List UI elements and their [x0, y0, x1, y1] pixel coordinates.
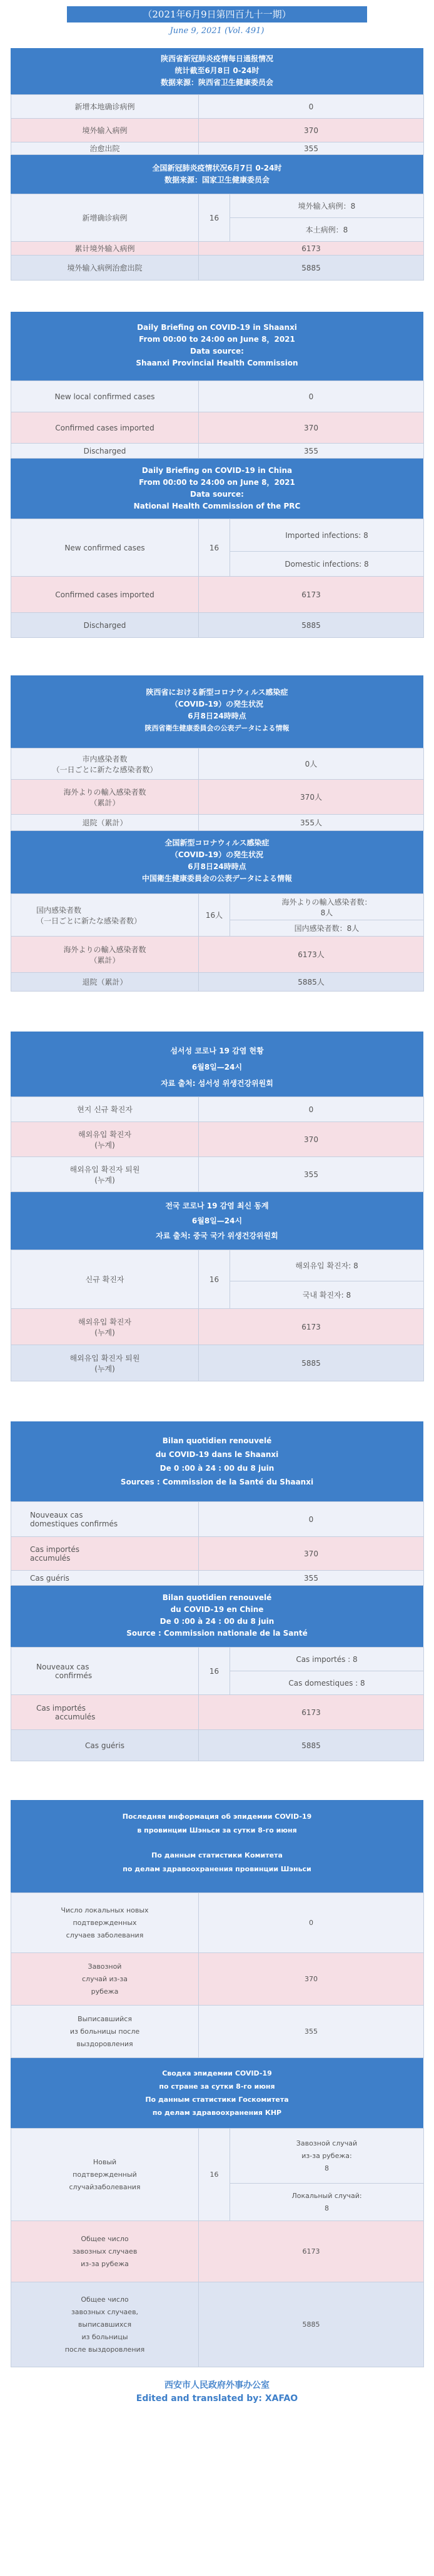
- label-line: 8人: [320, 908, 333, 917]
- table-row: [11, 1345, 424, 1381]
- new-cases-total: 16: [199, 519, 230, 577]
- label-line: Cas importés: [30, 1544, 80, 1554]
- table-row: [11, 2282, 424, 2367]
- row-label: 新增本地确诊病例: [11, 95, 199, 119]
- header-line: （COVID-19）の発生状況: [170, 850, 264, 859]
- header-line: Sources : Commission de la Santé du Shaanxi: [120, 1478, 314, 1486]
- header-line: （COVID-19）の発生状況: [170, 700, 264, 709]
- table-row: [11, 780, 424, 815]
- footer-org: 西安市人民政府外事办公室: [164, 2380, 270, 2390]
- header-line: Data source:: [190, 490, 244, 499]
- label-line: после выздоровления: [64, 2345, 145, 2354]
- row-label: 退院（累計）: [11, 973, 199, 992]
- header-line: 섬서성 코로나 19 감염 현황: [170, 1047, 264, 1055]
- label-line: 海外よりの輸入感染者数: [63, 787, 146, 797]
- header-line: 자료 출처: 섬서성 위생건강위원회: [161, 1079, 273, 1088]
- new-cases-total: 16: [199, 2129, 230, 2221]
- label-line: （累計）: [89, 955, 120, 965]
- header-line: Daily Briefing on COVID-19 in Shaanxi: [137, 323, 297, 332]
- ko-local-table: [11, 1097, 424, 1192]
- label-line: 8: [325, 2164, 329, 2172]
- header-line: [17, 1838, 417, 1849]
- zh-national-header: [11, 155, 423, 194]
- row-value: 5885: [199, 2282, 424, 2367]
- label-line: из-за рубежа:: [301, 2151, 352, 2160]
- domestic-cases: [230, 2184, 424, 2221]
- imported-cases: 境外输入病例：8: [230, 194, 424, 218]
- header-line: Последняя информация об эпидемии COVID-19: [122, 1813, 312, 1821]
- row-label: [11, 780, 199, 815]
- header-line: Data source:: [190, 347, 244, 356]
- label-line: из больницы: [81, 2332, 128, 2341]
- row-value: 0: [199, 381, 424, 412]
- header-line: 陕西省新冠肺炎疫情每日通报情况: [160, 54, 273, 63]
- fr-local-header: [11, 1421, 423, 1501]
- table-row: [11, 2129, 424, 2184]
- header-line: 全国新型コロナウィルス感染症: [164, 838, 270, 847]
- new-cases-label: [11, 894, 199, 937]
- label-line: случайзаболевания: [69, 2182, 141, 2191]
- table-row: [11, 613, 424, 638]
- row-value: 370: [199, 1953, 424, 2006]
- table-row: [11, 519, 424, 552]
- header-line: По данным статистики Комитета: [151, 1851, 283, 1859]
- ko-local-header: [11, 1032, 423, 1097]
- row-label: 현지 신규 확진자: [11, 1097, 199, 1122]
- new-cases-label: 新增确诊病例: [11, 194, 199, 242]
- header-line: 数据来源：国家卫生健康委员会: [164, 176, 270, 184]
- header-line: 中国衛生健康委員会の公表データによる情報: [141, 874, 292, 883]
- header-line: Source : Commission nationale de la Santé: [126, 1629, 308, 1638]
- label-line: Локальный случай:: [291, 2191, 362, 2200]
- table-row: [11, 242, 424, 256]
- table-row: [11, 1157, 424, 1192]
- row-label: [11, 1157, 199, 1192]
- row-label: [11, 1502, 199, 1537]
- label-line: accumulés: [55, 1712, 96, 1721]
- table-row: [11, 973, 424, 992]
- header-line: Bilan quotidien renouvelé: [162, 1593, 272, 1602]
- row-value: 355: [199, 1157, 424, 1192]
- header-line: 全国新冠肺炎疫情状况6月7日 0-24时: [152, 164, 282, 172]
- table-row: [11, 1893, 424, 1953]
- label-line: (누계): [94, 1140, 115, 1150]
- en-national-table: [11, 519, 424, 638]
- table-row: [11, 1730, 424, 1761]
- ja-local-header: [11, 675, 423, 748]
- label-line: выписавшихся: [78, 2320, 132, 2329]
- row-label: [11, 1309, 199, 1345]
- en-local-header: [11, 312, 423, 380]
- label-line: domestiques confirmés: [30, 1519, 118, 1528]
- row-value: 5885: [199, 613, 424, 638]
- label-line: Nouveaux cas: [30, 1510, 83, 1519]
- row-value: 355: [199, 1571, 424, 1586]
- ja-local-table: [11, 748, 424, 831]
- fr-section: [11, 1421, 423, 1761]
- row-value: 0: [199, 95, 424, 119]
- header-line: 统计截至6月8日 0-24时: [174, 66, 260, 75]
- row-label: 境外输入病例治愈出院: [11, 256, 199, 281]
- new-cases-label: New confirmed cases: [11, 519, 199, 577]
- row-label: [11, 1122, 199, 1157]
- row-value: 355: [199, 444, 424, 459]
- label-line: Новый: [93, 2157, 117, 2166]
- row-label: 累计境外输入病例: [11, 242, 199, 256]
- ru-section: [11, 1800, 423, 2367]
- row-label: [11, 937, 199, 973]
- table-row: [11, 256, 424, 281]
- header-line: 6月8日24時時点: [188, 862, 246, 871]
- row-value: 5885: [199, 1345, 424, 1381]
- row-label: New local confirmed cases: [11, 381, 199, 412]
- fr-local-table: [11, 1501, 424, 1586]
- ru-local-header: [11, 1800, 423, 1892]
- en-national-header: [11, 459, 423, 519]
- header-line: Сводка эпидемии COVID-19: [162, 2069, 272, 2077]
- table-row: [11, 815, 424, 831]
- header-line: Bilan quotidien renouvelé: [162, 1436, 272, 1445]
- label-line: （累計）: [89, 798, 120, 807]
- label-line: завозных случаев,: [71, 2307, 139, 2316]
- row-value: 355: [199, 142, 424, 155]
- label-line: случаев заболевания: [66, 1931, 144, 1939]
- row-label: 退院（累計）: [11, 815, 199, 831]
- label-line: завозных случаев: [72, 2247, 138, 2255]
- row-label: [11, 1893, 199, 1953]
- table-row: [11, 1122, 424, 1157]
- row-value: 6173人: [199, 937, 424, 973]
- row-value: 0: [199, 1502, 424, 1537]
- label-line: 国内感染者数: [36, 905, 82, 915]
- domestic-cases: Cas domestiques : 8: [230, 1671, 424, 1695]
- label-line: 해외유입 확진자 퇴원: [69, 1353, 140, 1363]
- row-label: [11, 748, 199, 780]
- label-line: Общее число: [81, 2234, 129, 2243]
- label-line: случай из-за: [81, 1974, 128, 1983]
- row-value: 0: [199, 1097, 424, 1122]
- row-label: 治愈出院: [11, 142, 199, 155]
- table-row: [11, 1648, 424, 1671]
- header-line: From 00:00 to 24:00 on June 8，2021: [139, 478, 295, 487]
- label-line: accumulés: [30, 1553, 71, 1563]
- ru-national-table: [11, 2128, 424, 2367]
- imported-cases: 해외유입 확진자: 8: [230, 1250, 424, 1281]
- new-cases-total: 16: [199, 194, 230, 242]
- header-line: From 00:00 to 24:00 on June 8，2021: [139, 335, 295, 344]
- imported-cases: [230, 894, 424, 920]
- table-row: [11, 1537, 424, 1571]
- label-line: 해외유입 확진자: [78, 1130, 131, 1139]
- row-value: 370: [199, 119, 424, 142]
- label-line: подтвержденных: [73, 1918, 137, 1927]
- label-line: 海外よりの輸入感染者数: [63, 945, 146, 954]
- zh-section: [11, 48, 423, 281]
- header-line: по стране за сутки 8-го июня: [159, 2082, 275, 2091]
- ja-section: [11, 675, 423, 992]
- header-line: 6월8일—24시: [191, 1216, 243, 1225]
- header-line: 6月8日24時時点: [188, 712, 246, 720]
- table-row: [11, 1695, 424, 1730]
- table-row: [11, 412, 424, 444]
- label-line: 해외유입 확진자 퇴원: [69, 1165, 140, 1174]
- header-line: De 0 :00 à 24 : 00 du 8 juin: [159, 1617, 275, 1626]
- header-line: в провинции Шэньси за сутки 8-го июня: [137, 1826, 297, 1834]
- header-line: du COVID-19 en Chine: [170, 1605, 264, 1614]
- row-label: [11, 1345, 199, 1381]
- header-line: Shaanxi Provincial Health Commission: [136, 359, 298, 367]
- header-line: по делам здравоохранения КНР: [152, 2109, 282, 2117]
- new-cases-label: 신규 확진자: [11, 1250, 199, 1309]
- label-line: Число локальных новых: [61, 1906, 149, 1914]
- table-row: [11, 937, 424, 973]
- table-row: [11, 2221, 424, 2282]
- imported-cases: Imported infections: 8: [230, 519, 424, 552]
- row-label: [11, 2221, 199, 2282]
- domestic-cases: 本土病例：8: [230, 218, 424, 242]
- table-row: [11, 381, 424, 412]
- new-cases-label: [11, 2129, 199, 2221]
- row-value: 355人: [199, 815, 424, 831]
- ko-national-table: [11, 1250, 424, 1381]
- row-label: [11, 1537, 199, 1571]
- en-local-table: [11, 380, 424, 459]
- label-line: （一日ごとに新たな感染者数）: [52, 765, 158, 774]
- label-line: 8: [325, 2204, 329, 2212]
- table-row: [11, 748, 424, 780]
- header-line: du COVID-19 dans le Shaanxi: [155, 1450, 279, 1459]
- ru-local-table: [11, 1892, 424, 2058]
- label-line: Общее число: [81, 2295, 129, 2304]
- label-line: (누계): [94, 1364, 115, 1373]
- label-line: выздоровления: [76, 2039, 133, 2048]
- row-value: 5885: [199, 1730, 424, 1761]
- row-label: Discharged: [11, 613, 199, 638]
- row-value: 5885: [199, 256, 424, 281]
- label-line: из больницы после: [69, 2027, 140, 2036]
- ja-national-header: [11, 831, 423, 893]
- row-label: Cas guéris: [11, 1730, 199, 1761]
- table-row: [11, 1571, 424, 1586]
- row-label: Confirmed cases imported: [11, 412, 199, 444]
- header-line: National Health Commission of the PRC: [133, 502, 301, 510]
- ko-section: [11, 1032, 423, 1381]
- label-line: （一日ごとに新たな感染者数）: [36, 916, 142, 925]
- label-line: Cas importés: [36, 1703, 86, 1713]
- label-line: Завозной случай: [296, 2139, 358, 2147]
- row-label: Discharged: [11, 444, 199, 459]
- row-value: 6173: [199, 1309, 424, 1345]
- label-line: Nouveaux cas: [36, 1662, 89, 1671]
- label-line: (누계): [94, 1175, 115, 1185]
- table-row: [11, 1502, 424, 1537]
- table-row: [11, 2006, 424, 2058]
- header-line: по делам здравоохранения провинции Шэньси: [123, 1865, 311, 1873]
- row-label: [11, 2006, 199, 2058]
- table-row: [11, 194, 424, 218]
- new-cases-total: 16: [199, 1648, 230, 1695]
- row-label: 境外输入病例: [11, 119, 199, 142]
- header-line: 자료 출처: 중국 국가 위생건강위원회: [156, 1231, 278, 1240]
- ja-national-table: [11, 893, 424, 992]
- table-row: [11, 1250, 424, 1281]
- row-value: 6173: [199, 242, 424, 256]
- row-value: 370人: [199, 780, 424, 815]
- label-line: подтвержденный: [73, 2170, 137, 2179]
- issue-subtitle: June 9, 2021 (Vol. 491): [169, 26, 265, 36]
- fr-national-table: [11, 1647, 424, 1761]
- zh-local-table: [11, 94, 424, 155]
- table-row: [11, 142, 424, 155]
- row-label: Confirmed cases imported: [11, 577, 199, 613]
- row-value: 0人: [199, 748, 424, 780]
- footer-credit: Edited and translated by: XAFAO: [136, 2394, 298, 2404]
- label-line: Выписавшийся: [78, 2014, 132, 2023]
- table-row: [11, 1953, 424, 2006]
- header-line: 전국 코로나 19 감염 최신 동계: [165, 1201, 269, 1210]
- label-line: рубежа: [91, 1987, 119, 1996]
- header-line: Daily Briefing on COVID-19 in China: [141, 466, 293, 475]
- ko-national-header: [11, 1192, 423, 1250]
- row-value: 355: [199, 2006, 424, 2058]
- label-line: confirmés: [55, 1671, 93, 1680]
- label-line: из-за рубежа: [81, 2259, 129, 2268]
- header-line: По данным статистики Госкомитета: [145, 2096, 289, 2104]
- row-label: [11, 2282, 199, 2367]
- table-row: [11, 894, 424, 920]
- row-value: 0: [199, 1893, 424, 1953]
- row-value: 6173: [199, 1695, 424, 1730]
- label-line: 해외유입 확진자: [78, 1317, 131, 1326]
- table-row: [11, 444, 424, 459]
- row-value: 370: [199, 1122, 424, 1157]
- zh-local-header: [11, 48, 423, 94]
- table-row: [11, 1097, 424, 1122]
- header-line: 陝西省衛生健康委員会の公表データによる情報: [144, 724, 290, 732]
- row-value: 6173: [199, 2221, 424, 2282]
- fr-national-header: [11, 1586, 423, 1647]
- header-line: 陝西省における新型コロナウィルス感染症: [146, 688, 288, 697]
- label-line: 海外よりの輸入感染者数：: [281, 897, 372, 907]
- header-line: 6월8일—24시: [191, 1063, 243, 1072]
- domestic-cases: 国内感染者数：8人: [230, 920, 424, 937]
- row-value: 370: [199, 412, 424, 444]
- row-label: Cas guéris: [11, 1571, 199, 1586]
- imported-cases: [230, 2129, 424, 2184]
- label-line: 市内感染者数: [82, 754, 128, 763]
- table-row: [11, 119, 424, 142]
- new-cases-label: [11, 1648, 199, 1695]
- table-row: [11, 95, 424, 119]
- table-row: [11, 1309, 424, 1345]
- row-value: 5885人: [199, 973, 424, 992]
- zh-national-table: [11, 194, 424, 281]
- en-section: [11, 312, 423, 638]
- row-label: [11, 1953, 199, 2006]
- table-row: [11, 577, 424, 613]
- label-line: Завозной: [88, 1962, 122, 1971]
- header-line: De 0 :00 à 24 : 00 du 8 juin: [159, 1464, 275, 1473]
- row-value: 370: [199, 1537, 424, 1571]
- new-cases-total: 16: [199, 1250, 230, 1309]
- header-line: 数据来源：陕西省卫生健康委员会: [160, 78, 273, 87]
- row-value: 6173: [199, 577, 424, 613]
- imported-cases: Cas importés : 8: [230, 1648, 424, 1671]
- domestic-cases: Domestic infections: 8: [230, 552, 424, 577]
- ru-national-header: [11, 2058, 423, 2128]
- domestic-cases: 국내 확진자: 8: [230, 1281, 424, 1309]
- new-cases-total: 16人: [199, 894, 230, 937]
- label-line: (누계): [94, 1328, 115, 1337]
- issue-title: （2021年6月9日第四百九十一期）: [67, 6, 367, 22]
- row-label: [11, 1695, 199, 1730]
